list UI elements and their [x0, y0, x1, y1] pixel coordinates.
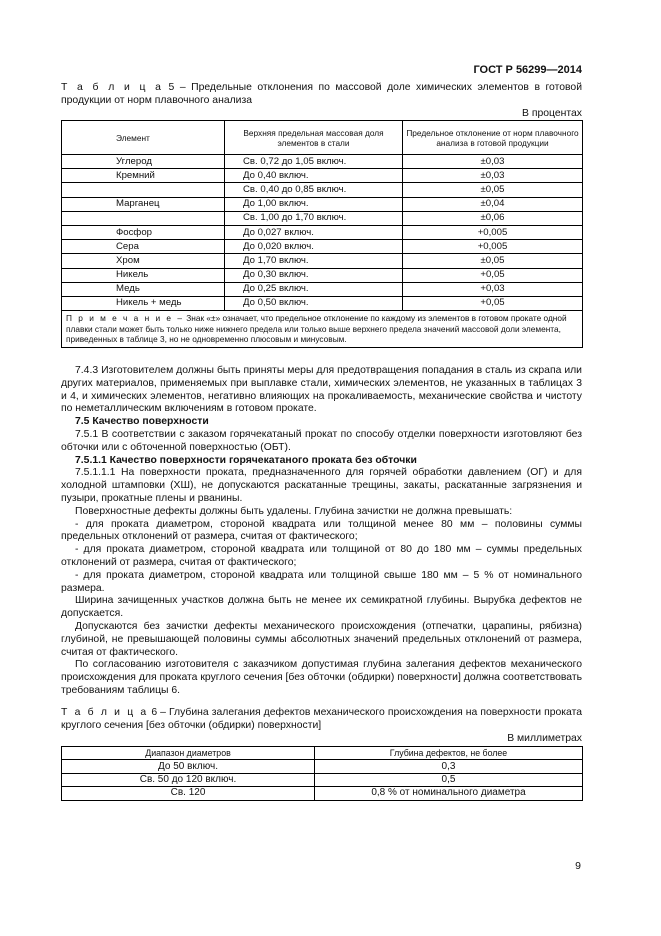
paragraph-7-5-1-1-1: 7.5.1.1.1 На поверхности проката, предназначенного для горячей обработки давлением (ОГ) и для холодной штамповки (ХШ), не допускаются раскатанные трещины, закаты, раскатанные загрязнения и пузыри, прокатные плены и рванины. — [61, 467, 582, 504]
table5-cell-upper-limit: Св. 1,00 до 1,70 включ. — [225, 211, 403, 225]
table5-cell-element: Никель — [62, 268, 225, 282]
table5-row — [62, 197, 583, 211]
table5-cell-upper-limit: Св. 0,72 до 1,05 включ. — [225, 155, 403, 169]
table5-row — [62, 296, 583, 310]
body-text — [61, 365, 582, 698]
table6-body — [62, 760, 583, 800]
table5-units: В процентах — [522, 108, 582, 119]
paragraph-agreement: По согласованию изготовителя с заказчиком допустимая глубина залегания дефектов механического происхождения для проката круглого сечения [без обточки (обдирки) поверхности] должна соответствовать требованиям таблицы 6. — [61, 659, 582, 696]
table6-cell-diameter-range: До 50 включ. — [62, 760, 315, 773]
table5-header-upper-limit: Верхняя предельная массовая доля элементов в стали — [225, 121, 403, 155]
table6-units: В миллиметрах — [507, 733, 582, 744]
table5-caption-text: 5 – Предельные отклонения по массовой доле химических элементов в готовой продукции от норм плавочного анализа — [61, 82, 583, 106]
table5-note — [62, 311, 583, 348]
table5-caption-label: Т а б л и ц а — [61, 82, 164, 93]
table6-cell-diameter-range: Св. 120 — [62, 787, 315, 800]
table5-cell-element: Хром — [62, 254, 225, 268]
table5-row — [62, 282, 583, 296]
heading-7-5-1-1: 7.5.1.1 Качество поверхности горячекатаного проката без обточки — [75, 454, 417, 466]
table5-row — [62, 225, 583, 239]
table5-row — [62, 254, 583, 268]
table5-row — [62, 169, 583, 183]
table5-cell-deviation: +0,005 — [403, 225, 583, 239]
table6-cell-defect-depth: 0,8 % от номинального диаметра — [315, 787, 583, 800]
table6-row — [62, 760, 583, 773]
paragraph-7-5-1: 7.5.1 В соответствии с заказом горячекатаный прокат по способу отделки поверхности изготовляют без обточки или с обточенной поверхностью (ОБТ). — [61, 428, 582, 453]
table5-row — [62, 155, 583, 169]
table6-cell-diameter-range: Св. 50 до 120 включ. — [62, 773, 315, 786]
table5-cell-deviation: ±0,04 — [403, 197, 583, 211]
table5-row — [62, 268, 583, 282]
table5-note-label: П р и м е ч а н и е – — [66, 313, 184, 324]
table6-header-defect-depth: Глубина дефектов, не более — [315, 747, 583, 760]
table5-cell-element: Марганец — [62, 197, 225, 211]
table6-caption-label: Т а б л и ц а — [61, 707, 149, 718]
table6-cell-defect-depth: 0,5 — [315, 773, 583, 786]
table5-cell-upper-limit: До 0,027 включ. — [225, 225, 403, 239]
table5-cell-deviation: ±0,06 — [403, 211, 583, 225]
table6-row — [62, 787, 583, 800]
heading-7-5: 7.5 Качество поверхности — [75, 416, 209, 428]
table5-cell-deviation: ±0,03 — [403, 155, 583, 169]
table5-cell-deviation: ±0,03 — [403, 169, 583, 183]
paragraph-over-180: - для проката диаметром, стороной квадрата или толщиной свыше 180 мм – 5 % от номинального размера. — [61, 569, 582, 594]
table5-cell-deviation: ±0,05 — [403, 183, 583, 197]
table5-cell-element — [62, 211, 225, 225]
table5-cell-upper-limit: До 0,40 включ. — [225, 169, 403, 183]
table5-cell-upper-limit: До 1,70 включ. — [225, 254, 403, 268]
table6-cell-defect-depth: 0,3 — [315, 760, 583, 773]
paragraph-width: Ширина зачищенных участков должна быть не менее их семикратной глубины. Вырубка дефектов не допускается. — [61, 595, 582, 620]
table5-cell-deviation: +0,005 — [403, 240, 583, 254]
paragraph-mechanical-defects: Допускаются без зачистки дефекты механического происхождения (отпечатки, царапины, рябизна) глубиной, не превышающей половины суммы абсолютных значений предельных отклонений от размера, считая от фактического. — [61, 620, 582, 658]
table6-row — [62, 773, 583, 786]
table5-cell-upper-limit: До 1,00 включ. — [225, 197, 403, 211]
table5-cell-element: Сера — [62, 240, 225, 254]
table5-cell-element: Углерод — [62, 155, 225, 169]
table5-header-row — [62, 121, 583, 155]
table6 — [61, 746, 583, 801]
table6-caption-text: 6 – Глубина залегания дефектов механического происхождения на поверхности проката круглого сечения [без обточки (обдирки) поверхности] — [61, 707, 583, 731]
table5-cell-upper-limit: До 0,30 включ. — [225, 268, 403, 282]
table5-cell-upper-limit: До 0,50 включ. — [225, 296, 403, 310]
table5-header-deviation: Предельное отклонение от норм плавочного анализа в готовой продукции — [403, 121, 583, 155]
table5-cell-deviation: +0,05 — [403, 268, 583, 282]
table5-cell-element: Кремний — [62, 169, 225, 183]
paragraph-7-4-3: 7.4.3 Изготовителем должны быть приняты меры для предотвращения попадания в сталь из скрапа или других материалов, применяемых при выплавке стали, химических элементов, не указанных в таблицах 3 и 4, и химических элементов, негативно влияющих на прокаливаемость, механические свойства и чистоту по неметаллическим включениям в готовом прокате. — [61, 365, 582, 415]
table5-caption — [61, 82, 582, 108]
table5-cell-deviation: ±0,05 — [403, 254, 583, 268]
page-number: 9 — [575, 860, 581, 872]
table5-cell-upper-limit: До 0,020 включ. — [225, 240, 403, 254]
document-id-header: ГОСТ Р 56299—2014 — [473, 64, 582, 76]
table6-caption — [61, 707, 582, 733]
table5-row — [62, 211, 583, 225]
table5-body — [62, 155, 583, 311]
table5-cell-element: Медь — [62, 282, 225, 296]
paragraph-80-to-180: - для проката диаметром, стороной квадрата или толщиной от 80 до 180 мм – суммы предельных отклонений от размера, считая от фактического; — [61, 544, 582, 568]
paragraph-defects-removed: Поверхностные дефекты должны быть удалены. Глубина зачистки не должна превышать: — [75, 505, 513, 517]
table5-note-text: Знак «±» означает, что предельное отклонение по каждому из элементов в готовом прокате одной плавки стали может быть только ниже нижнего предела или только выше верхнего предела значений массовой доли элемента, приведенных в таблице 3, но не одновременно плюсовым и минусовым. — [66, 313, 567, 345]
table5-header-element: Элемент — [62, 121, 225, 155]
table5-cell-deviation: +0,03 — [403, 282, 583, 296]
table5-note-row — [62, 311, 583, 348]
table5-cell-deviation: +0,05 — [403, 296, 583, 310]
table5-cell-element — [62, 183, 225, 197]
table5-cell-upper-limit: До 0,25 включ. — [225, 282, 403, 296]
paragraph-under-80: - для проката диаметром, стороной квадрата или толщиной менее 80 мм – половины суммы предельных отклонений от размера, считая от фактического; — [61, 518, 582, 543]
table5-cell-element: Фосфор — [62, 225, 225, 239]
table6-header-diameter-range: Диапазон диаметров — [62, 747, 315, 760]
table5 — [61, 120, 583, 348]
table5-row — [62, 240, 583, 254]
table6-header-row — [62, 747, 583, 760]
table5-cell-upper-limit: Св. 0,40 до 0,85 включ. — [225, 183, 403, 197]
table5-cell-element: Никель + медь — [62, 296, 225, 310]
table5-row — [62, 183, 583, 197]
